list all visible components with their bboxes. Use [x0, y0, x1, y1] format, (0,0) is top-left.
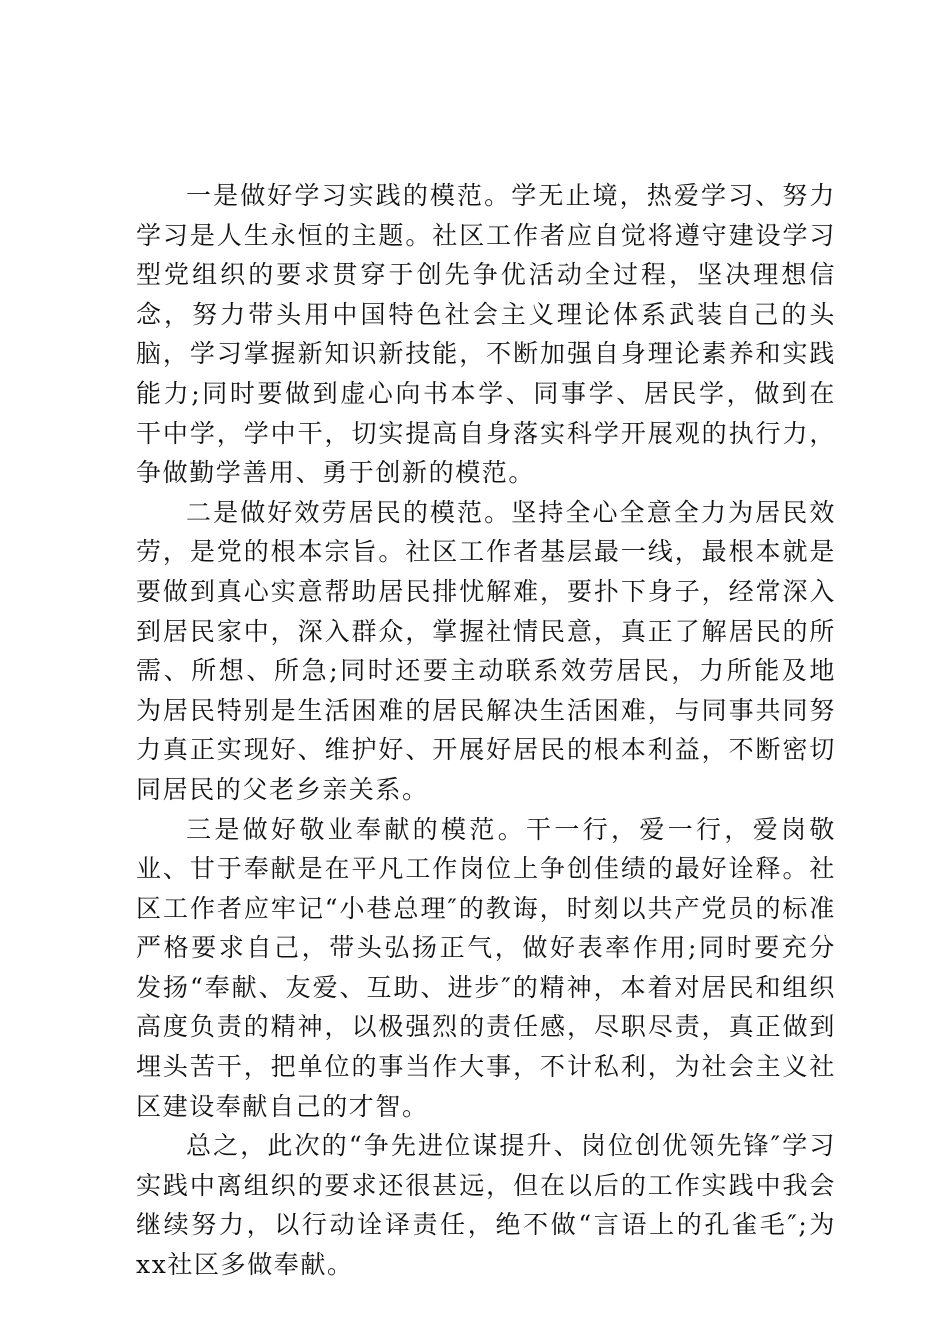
paragraph-conclusion: 总之，此次的“争先进位谋提升、岗位创优领先锋″学习实践中离组织的要求还很甚远，但在以后的工作实践中我会继续努力，以行动诠译责任，绝不做“言语上的孔雀毛″;为xx社区多做奉献。 — [136, 1131, 836, 1280]
paragraph-service-model: 二是做好效劳居民的模范。坚持全心全意全力为居民效劳，是党的根本宗旨。社区工作者基层最一线，最根本就是要做到真心实意帮助居民排忧解难，要扑下身子，经常深入到居民家中，深入群众，掌握社情民意，真正了解居民的所需、所想、所急;同时还要主动联系效劳居民，力所能及地为居民特别是生活困难的居民解决生活困难，与同事共同努力真正实现好、维护好、开展好居民的根本利益，不断密切同居民的父老乡亲关系。 — [136, 497, 836, 804]
paragraph-study-model: 一是做好学习实践的模范。学无止境，热爱学习、努力学习是人生永恒的主题。社区工作者应自觉将遵守建设学习型党组织的要求贯穿于创先争优活动全过程，坚决理想信念，努力带头用中国特色社会主义理论体系武装自己的头脑，学习掌握新知识新技能，不断加强自身理论素养和实践能力;同时要做到虚心向书本学、同事学、居民学，做到在干中学，学中干，切实提高自身落实科学开展观的执行力，争做勤学善用、勇于创新的模范。 — [136, 181, 836, 488]
document-body — [136, 176, 836, 1285]
paragraph-dedication-model: 三是做好敬业奉献的模范。干一行，爱一行，爱岗敬业、甘于奉献是在平凡工作岗位上争创佳绩的最好诠释。社区工作者应牢记“小巷总理″的教诲，时刻以共产党员的标准严格要求自己，带头弘扬正气，做好表率作用;同时要充分发扬“奉献、友爱、互助、进步″的精神，本着对居民和组织高度负责的精神，以极强烈的责任感，尽职尽责，真正做到埋头苦干，把单位的事当作大事，不计私利，为社会主义社区建设奉献自己的才智。 — [136, 814, 836, 1121]
